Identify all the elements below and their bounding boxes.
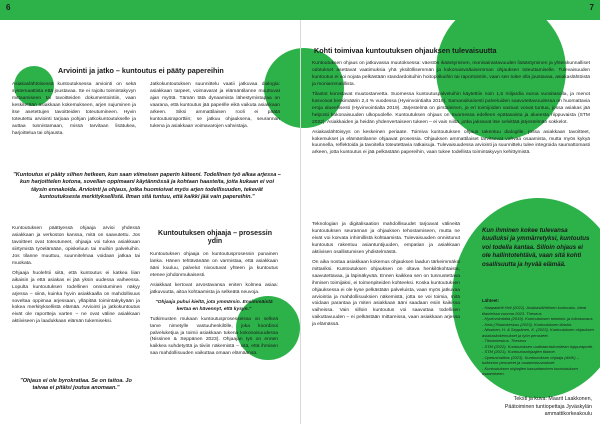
paragraph: On aika nostaa asiakkaan kokemus ohjauksen laadun tärkeimmäksi mittariksi. Kuntoutuksen ohjauksen on oltava henkilökohtaista, saavutettavaa, ja läpinäkyvää. Ennen kaikkea sen on tunnustettava ihmisen toimijaksi, ei toimenpiteiden kohteeksi. Koska kuntoutuksen ohjauksessa ei ole kyse pelkästään palveluista, vaan myös jatkuvaa arviointia ja mahdollisuuksien näkemistä, jotta se voi toimia, mitä voidaan parantaa ja miten asiakkaan ääni saadaan esiin kaikissa vaiheissa. Vain silloin kuntoutus voi saavuttaa todellisen vaikuttavuuden – ei pelkästään mittareissa, vaan asiakkaan arjessa ja elämässä. [312,259,460,328]
paragraph: Asiakaslähtöisessä kuntoutuksessa arviointi on sekä systemaattista että joustavaa. Se ei rajoitu toimintakyvyn mittaamiseen tai tavoitteiden dokumentointiin, vaan keskitetään asiakkaan kokemukseen, arjen sujuminen ja itse asetettujen tavoitteiden toteutumineen. Hyvin toteutettu arviointi tarjoaa pohjan jatkokuntoutukselle ja auttaa tunnistamaan, missä tarvitaan lisätukea, harjoittelua tai ohjausta. [12,82,136,136]
right-pullquote: Kun ihminen kokee tulevansa kuulluksi ja ymmärretyksi, kuntoutus voi todella kantaa. Silloin ohjaus ei ole hallintotehtävä, vaan sitä kohti osallisuutta ja hyvää elämää. [482,227,590,268]
left-small-quote: "Ohjaus ei ole byrokratiaa. Se on taitoa. Jo taivaa ei pitäisi joutua anomaan." [20,378,132,392]
left-col1-text [12,82,136,141]
reference-item: - Haapalahti Heli (2021). Asiakaslähtöinen kuntoutus. Ideat tilanteissa vuonna 2023. Theseus [482,305,587,316]
paragraph: Jatkokuntoutuksen suunnittelu vaatii jatkuvaa dialogia: asiakkaan tarpeet, voimavarat ja elämäntilanne muuttuvat ajan myötä. Tämän tätä dynaamista lähestymistapaa on vaarana, että kuntoutus jää paperille eikä vaikuta asiakkaan arkeen. Siksi ammattilaisen rooli ei päätä kuntoutusraporttiin; se jatkuu ohjauksena, seurannan tukena ja asiakkaan voimavarojen vahvistaja. [150,82,280,129]
references [482,298,594,377]
paragraph: Tutkimusten mukaan kuntoutusprosesseissa on selkeä tarve nimetylle vastuuhenkilölle, joka koordinoi palveluketjua ja toimii asiakkaan tukena kokonaisuudessa (Nissinen & Seppänen 2023). Ohjaajan työ on ennen kaikkea suhdetyötä ja tiiviin näkemistä – sitä, että ihmisen saa mahdollisuuden vaikuttaa omaan elämäänsä. [150,316,278,357]
paragraph: Ohjaaja huolehtii siitä, että kuntoutus ei katkea liian aikaisin ja että asiakas ei jää yksin uudessa vaiheessa. Lopulta kuntoutuksen todellinen onnistuminen näkyy arjessa – siinä, kuinka hyvin asiakkaalla on mahdollisuus soveltaa oppimaa arjessaan, ylläpitää toimintakykyään ja kokea merkityksellistä elämää. Arviointi ja jatkokuntoutus eivät ole raportteja varten – ne ovat väline asiakkaan aktiiviseen ja laadukkaan elämän tukemiseksi. [12,270,140,325]
author-line: Päätoiminen tuntiopettaja Jyväskylän [504,403,592,410]
paragraph: Kuntoutuksen ohjaaja on kuntoutusprosessin punainen lanka. Hänen tehtävänään on varmistaa, että asiakkaan ääni kuuluu, palvelut nivoutuvat yhteen ja kuntoutus etenee johdonmukaisesti. [150,252,278,278]
reference-item: - Kuntoutuksen ohjaajien kasvattaminen kuntoutuksen osaamiseen. [482,365,578,377]
right-top-text [312,61,590,160]
reference-item: - STM (2021). Kuntoutusohjaajien tilanne. [482,349,556,355]
reference-item: - Nissinen, H. & Seppänen, K. (2023). Kuntoutuksen ohjauksen asiakaskokemukset ja työn perusteet. [482,327,594,338]
left-title: Arviointi ja jatko – kuntoutus ei pääty papereihin [58,66,224,75]
left-subtitle: Kuntoutuksen ohjaaja – prosessin ydin [158,230,272,246]
paragraph: Asiakaslähtöisyys on keskeinen periaate. Toimiva kuntoutuksen ohjaus rakentuu dialogille, jossa asiakkaan tavoitteet, kokemukset ja elämäntilanne ohjaavat prosessia. Ohjauksen ammattilaiset tarvitsevat vahvaa osaamista, mutta myös kykyä kuunnella, reflektoida ja tavoitella toteutettavia ratkaisuja. Tulevaisuudessa arviointi ja suunnittelu tulee integroida saumattomasti arkeen, jotta kuntoutus ei jää pelkästään papereihin, vaan tukee todellista toimintakyvyn kehittymistä. [312,129,590,156]
paragraph: Tilastot korostavat muutostarvetta. Suomessa kuntoutuspalveluihin käytettiin noin 1,5 miljardia euroa vuositasolla, ja menot kasvoivat keskimäärin 2,4 % vuodessa (Hyvinvointialta 2019). Samanaikaisesti palveluiden saavutettavuudessa on huomattavia eroja alueellisesti (Hyvinvointialta 2019). Järjestelmä on pirstaleinen, ja eri toimijoiden vastuut voivat tuntua, jossa asiakas jää helposti kokonaisuuden ulkopuolelle. Kuntoutuksen ohjaus on Suomessa edelleen epätasaista ja alueesta riippuvaista (STM 2022). Asiakkaiden ja heidän yhdenvertaiseen tukeen – ei vain niiltä, jotka jaksavat itse selvittää järjestelmän sokkelot. [312,91,590,125]
paragraph: Kuntoutuksen ohjaus on jatkuvassa muutoksessa: väestön ikääntyminen, monisairastavuuden lisääntyminen ja yhteiskunnalliset odotukset asettavat vaatimuksia yhä yksilöllisemmän ja kokonaisvaltaisemman ohjauksen toteuttamiselle. Tulevaisuuden kuntoutus ei voi nojata pelkästään standardoituihin hoitopolkuihin tai raportointiin, vaan sen tulee olla joustavaa, asiakaslähtöistä ja moniammatillista. [312,61,590,87]
author-credit [460,396,592,419]
reference-item: - Opetushallitus (2023). Kuntoutuksen ohjaaja (AMK) – tutkinnon perusteet ja osaamiskuvaukset. [482,354,579,366]
references-heading: Lähteet: [482,298,500,303]
paragraph: Kuntoutuksen päättyessä ohjaaja arvioi yhdessä asiakkaan ja verkoston kanssa, mitä on saavutettu. Jos tavoitteet ovat toteutuneet, ohjaaja voi tukea asiakkaan siirtymistä työelämään, opiskeluun tai muihin palveluihin. Jos tilanne muuttuu, suunnitelmaa voidaan jatkaa tai muokata. [12,226,140,266]
paragraph: Teknologian ja digitalisaation mahdollisuudet tarjoavat välineitä kuntoutuksen seurannan ja ohjauksen tehostamiseen, mutta ne eivät voi korvata inhimillistä kohtaamista. Tulevaisuuden onnistunut kuntoutus rakentuu asiantuntijuuden, empatian ja asiakkaan aktiivisen osallistumisen yhdistelmästä. [312,222,460,255]
left-col2b-text [150,252,278,361]
author-line: Teksti ja kuva: Maarit Laakkonen, [513,396,592,402]
reference-item: - Hyvinvointialta (2019). Kuntoutuksen toiminta- ja tuloskuvaus. [482,316,594,322]
right-col1-text [312,222,460,332]
reference-item: - Tilastokeskus, Theseus [482,338,527,344]
left-pullquote: "Kuntoutus ei pääty siihen hetkeen, kun saan viimeisen paperin käteeni. Todellinen työ alkaa arjessa – kun harjoittelen kotona, sovellan oppimaani käytännössä ja kohtaan haasteita, joita kukaan ei voi täysin ennakoida. Arviointi ja ohjaus, jotka huomioivat myös arjen todellisuuden, tekevät kuntoutuksesta merkityksellistä. Ilman sitä tuntuu, että kaikki jää vain papereihin." [13,172,281,201]
right-title: Kohti toimivaa kuntoutuksen ohjauksen tulevaisuutta [314,46,497,55]
page-gutter [300,20,301,424]
page-number-right: 7 [589,3,594,12]
paragraph: Asiakkaat kertovat arvostavansa eniten kolmea asiaa: jatkuvuutta, aitoa kohtaamista ja selkeätä neuvoja. [150,282,278,295]
left-col1b-text [12,226,140,329]
inline-quote: "Ohjaaja puhui kieltä, jota ymmärsin. Ensimmäistä kertaa en hävennyt, että kysyn." [155,299,273,312]
reference-item: - STM (2022). Kuntoutuksen uudistamiskomitean loppuraportti. [482,343,594,349]
page-number-left: 6 [6,3,11,12]
left-col2-text [150,82,280,134]
author-line: ammattikorkeakoulu [544,411,592,418]
reference-item: - Kela (Tilastokeskus (2023). Kuntoutuksen tilastot. [482,321,573,327]
